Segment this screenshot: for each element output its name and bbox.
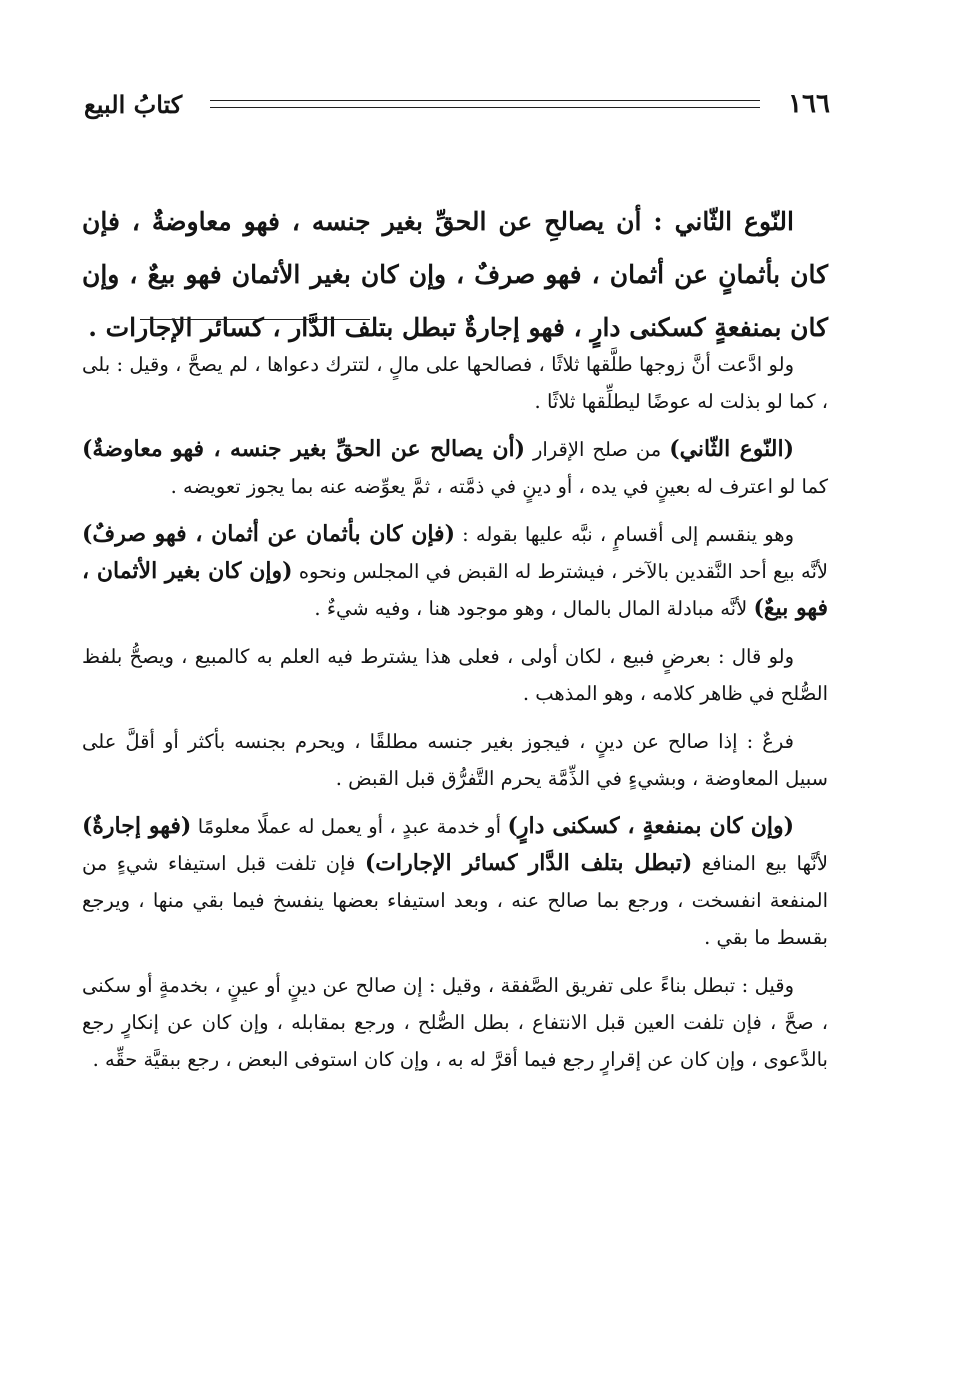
matn-quote: (النّوع الثّاني) bbox=[669, 436, 794, 462]
commentary-paragraph-4 bbox=[82, 638, 828, 712]
commentary-text: فإن تلفت قبل استيفاء شيءٍ من المنفعة انفسخت ، ورجع بما صالح عنه ، وبعد استيفاء بعضها ينفسخ فيما بقي منها ، ويرجع بقسط ما بقي . bbox=[82, 852, 828, 949]
matn-separator-rule bbox=[140, 319, 370, 320]
page-number: ١٦٦ bbox=[788, 89, 830, 119]
commentary-paragraph-2 bbox=[82, 431, 828, 505]
commentary-text: لأنَّها بيع المنافع bbox=[692, 852, 829, 875]
running-header bbox=[84, 84, 830, 124]
matn-quote: (أن يصالح عن الحقِّ بغير جنسه ، فهو معاوضةٌ) bbox=[82, 436, 525, 462]
commentary bbox=[82, 346, 828, 1089]
matn-quote: (فإن كان بأثمان عن أثمان ، فهو صرفٌ) bbox=[82, 521, 455, 547]
matn-quote: (فهو إجارةٌ) bbox=[82, 813, 192, 839]
commentary-text: لأنَّه مبادلة المال بالمال ، وهو موجود هنا ، وفيه شيءٌ . bbox=[314, 597, 754, 620]
matn-text: النّوع الثّاني : أن يصالحِ عن الحقِّ بغير جنسه ، فهو معاوضةٌ ، فإن كان بأثمانٍ عن أثمان ، فهو صرفٌ ، وإن كان بغير الأثمان فهو بيعٌ ، وإن كان بمنفعةٍ كسكنى دارٍ ، فهو إجارةٌ تبطل بتلف الدَّار ، كسائر الإجارات . bbox=[82, 207, 828, 342]
commentary-paragraph-5 bbox=[82, 723, 828, 797]
commentary-text: لأنَّه بيع أحد النَّقدين بالآخر ، فيشترط له القبض في المجلس ونحوه bbox=[292, 560, 828, 583]
commentary-text: ولو ادَّعت أنَّ زوجها طلَّقها ثلاثًا ، فصالحها على مالٍ ، لتترك دعواها ، لم يصحَّ ، وقيل : بلى ، كما لو بذلت له عوضًا ليطلِّقها ثلاثًا . bbox=[82, 353, 828, 413]
commentary-text: وهو ينقسم إلى أقسامٍ ، نبَّه عليها بقوله : bbox=[454, 523, 794, 546]
commentary-text: ولو قال : بعرضٍ فبيع ، لكان أولى ، فعلى هذا يشترط فيه العلم به كالمبيع ، ويصحُّ بلفظ الصُّلح في ظاهر كلامه ، وهو المذهب . bbox=[82, 645, 828, 705]
matn-quote: (تبطل بتلف الدَّار كسائر الإجارات) bbox=[364, 850, 693, 876]
header-rule bbox=[210, 100, 760, 108]
matn-quote: (وإن كان بمنفعةٍ ، كسكنى دارٍ) bbox=[507, 813, 795, 839]
commentary-paragraph-6 bbox=[82, 808, 828, 956]
commentary-paragraph-7 bbox=[82, 967, 828, 1078]
commentary-paragraph-3 bbox=[82, 516, 828, 627]
commentary-text: كما لو اعترف له بعينٍ في يده ، أو دينٍ في ذمَّته ، ثمَّ يعوِّضه عنه بما يجوز تعويضه . bbox=[170, 475, 828, 498]
commentary-text: فرعٌ : إذا صالح عن دينٍ ، فيجوز بغير جنسه مطلقًا ، ويحرم بجنسه بأكثر أو أقلَّ على سبيل المعاوضة ، وبشيءٍ في الذِّمَّة يحرم التَّفرُّق قبل القبض . bbox=[82, 730, 828, 790]
commentary-text: من صلح الإقرار bbox=[525, 438, 670, 461]
commentary-paragraph-1 bbox=[82, 346, 828, 420]
book-title: كتابُ البيع bbox=[84, 89, 183, 119]
matn-quote: (وإن كان بغير الأثمان ، فهو بيعٌ) bbox=[82, 558, 828, 621]
commentary-text: أو خدمة عبدٍ ، أو يعمل له عملًا معلومًا bbox=[191, 815, 508, 838]
commentary-text: وقيل : تبطل بناءً على تفريق الصَّفقة ، وقيل : إن صالح عن دينٍ أو عينٍ ، بخدمةٍ أو سكنى ، صحَّ ، فإن تلفت العين قبل الانتفاع ، بطل الصُّلح ، ورجع بمقابله ، وإن كان عن إنكارٍ رجع بالدَّعوى ، وإن كان عن إقرارٍ رجع فيما أقرَّ له به ، وإن كان استوفى البعض ، رجع ببقيَّة حقِّه . bbox=[82, 974, 828, 1071]
